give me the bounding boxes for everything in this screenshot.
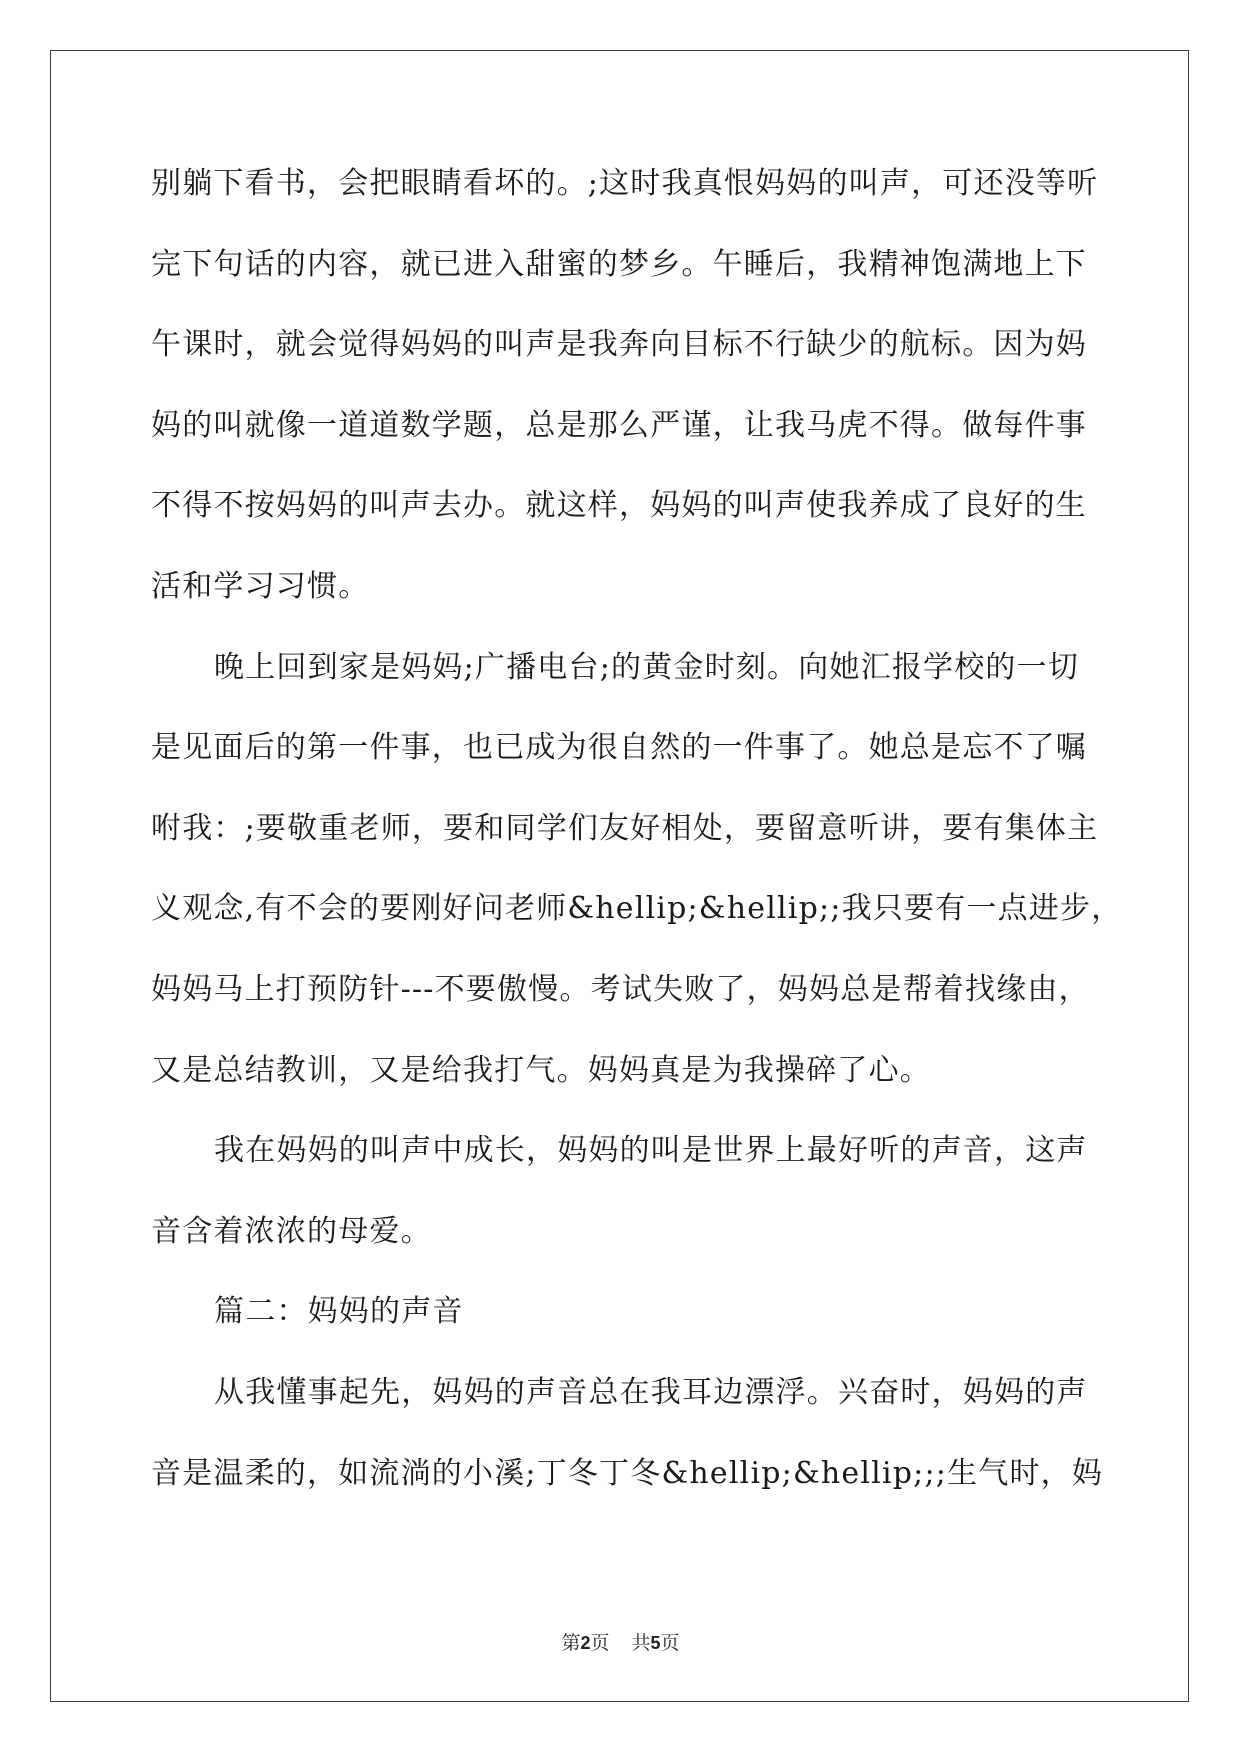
- paragraph-line: 不得不按妈妈的叫声去办。就这样，妈妈的叫声使我养成了良好的生: [151, 488, 1087, 524]
- paragraph-line: 义观念,有不会的要刚好问老师&hellip;&hellip;;我只要有一点进步，: [151, 891, 1123, 927]
- paragraph-line: 从我懂事起先，妈妈的声音总在我耳边漂浮。兴奋时，妈妈的声: [214, 1374, 1088, 1410]
- paragraph-line: 别躺下看书，会把眼睛看坏的。;这时我真恨妈妈的叫声，可还没等听: [151, 166, 1099, 201]
- document-body: [151, 164, 1123, 1534]
- paragraph-line: 活和学习习惯。: [151, 568, 370, 604]
- paragraph-line: 又是总结教训，又是给我打气。妈妈真是为我操碎了心。: [151, 1052, 931, 1088]
- paragraph-line: 音是温柔的，如流淌的小溪;丁冬丁冬&hellip;&hellip;;;生气时，妈: [151, 1455, 1104, 1491]
- paragraph-line: 午课时，就会觉得妈妈的叫声是我奔向目标不行缺少的航标。因为妈: [151, 327, 1087, 363]
- footer-total-prefix: 共: [631, 1633, 651, 1654]
- footer-prefix: 第: [561, 1633, 581, 1654]
- paragraph-line: 音含着浓浓的母爱。: [151, 1213, 432, 1249]
- total-page-count: 5: [650, 1633, 661, 1653]
- section-heading: 篇二：妈妈的声音: [214, 1294, 464, 1330]
- paragraph-line: 咐我：;要敬重老师，要和同学们友好相处，要留意听讲，要有集体主: [151, 810, 1099, 846]
- paragraph-line: 晚上回到家是妈妈;广播电台;的黄金时刻。向她汇报学校的一切: [214, 649, 1080, 685]
- footer-page-suffix: 页: [590, 1633, 610, 1654]
- page-footer: [0, 1628, 1241, 1655]
- current-page-number: 2: [580, 1633, 591, 1653]
- paragraph-line: 是见面后的第一件事，也已成为很自然的一件事了。她总是忘不了嘱: [151, 730, 1087, 766]
- paragraph-line: 我在妈妈的叫声中成长，妈妈的叫是世界上最好听的声音，这声: [214, 1133, 1088, 1169]
- paragraph-line: 妈妈马上打预防针---不要傲慢。考试失败了，妈妈总是帮着找缘由，: [151, 971, 1090, 1007]
- paragraph-line: 妈的叫就像一道道数学题，总是那么严谨，让我马虎不得。做每件事: [151, 407, 1087, 443]
- footer-total-suffix: 页: [660, 1633, 680, 1654]
- paragraph-line: 完下句话的内容，就已进入甜蜜的梦乡。午睡后，我精神饱满地上下: [151, 246, 1087, 282]
